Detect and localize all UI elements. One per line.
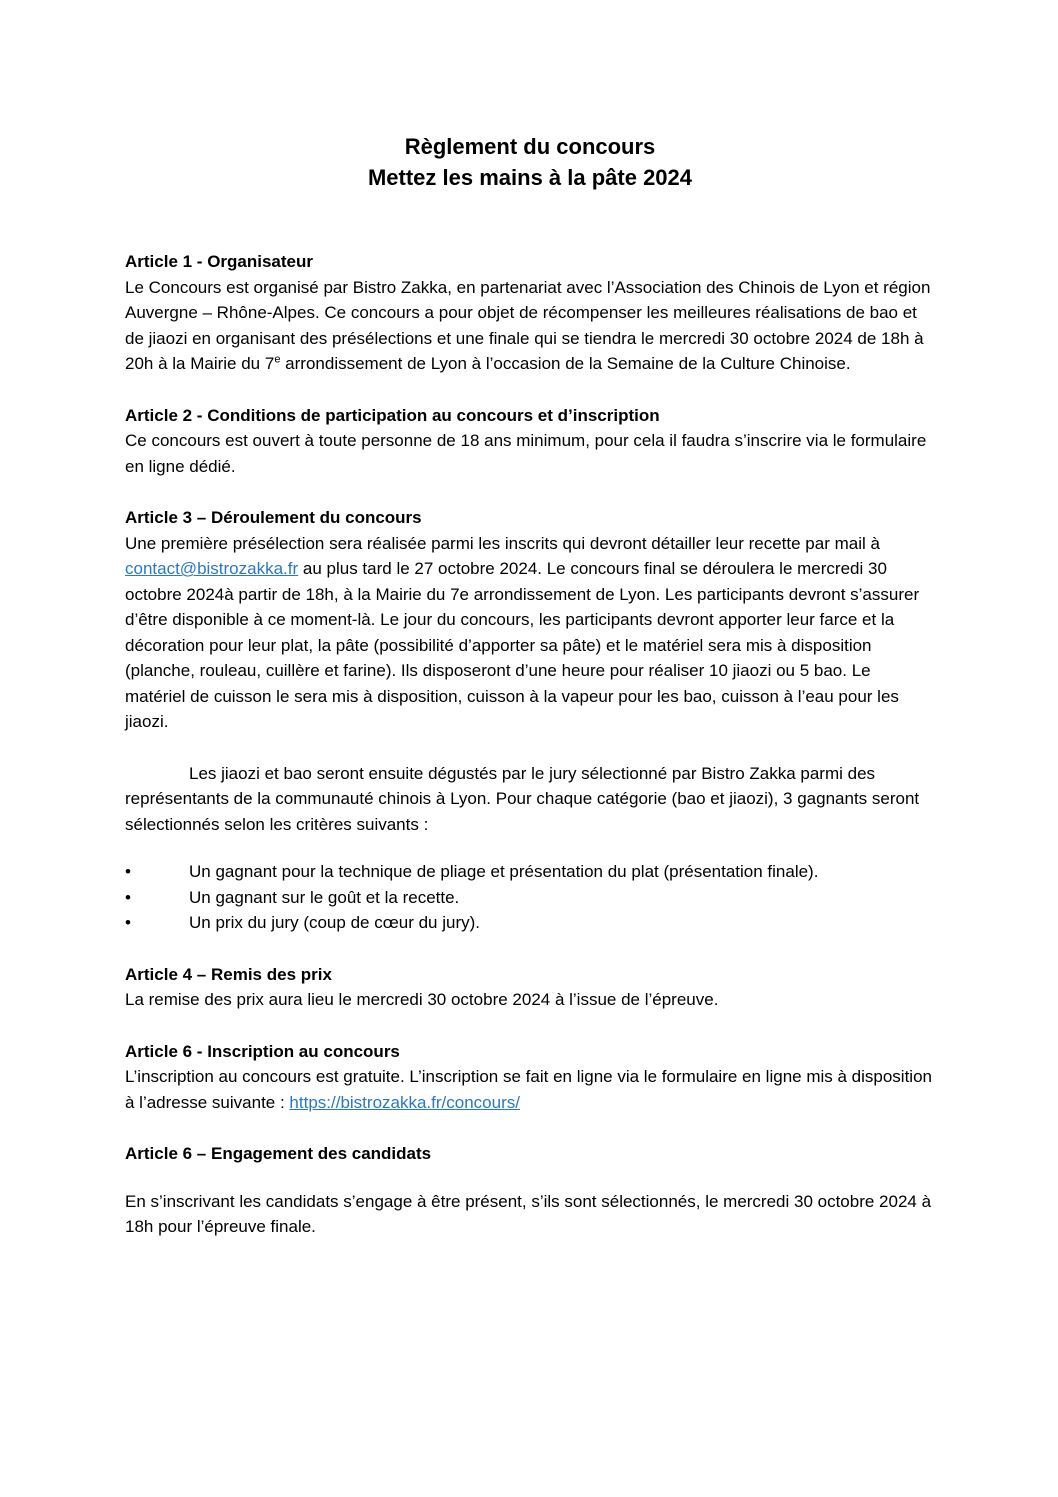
section-article-3 xyxy=(125,505,935,936)
list-item xyxy=(125,885,935,911)
article-3-heading: Article 3 – Déroulement du concours xyxy=(125,508,422,527)
article-1-body xyxy=(125,275,935,377)
title-line-2: Mettez les mains à la pâte 2024 xyxy=(367,165,693,190)
list-item xyxy=(125,859,935,885)
list-item xyxy=(125,910,935,936)
list-item-text: Un gagnant sur le goût et la recette. xyxy=(189,887,460,907)
article-6-inscription-body xyxy=(125,1064,935,1115)
ordinal-superscript: e xyxy=(274,353,281,366)
article-3-body xyxy=(125,531,935,735)
email-link[interactable]: contact@bistrozakka.fr xyxy=(125,559,299,578)
article-6-inscription-heading: Article 6 - Inscription au concours xyxy=(125,1041,400,1061)
article-1-text-before-superscript: Le Concours est organisé par Bistro Zakka, en partenariat avec l’Association des Chinois de Lyon et région Auvergne – Rhône-Alpes. Ce concours a pour objet de récompenser les meilleures réalisations de bao et de jiaozi en organisant des présélections et une finale qui se tiendra le mercredi 30 octobre 2024 de 18h à 20h à la Mairie du 7 xyxy=(125,277,931,373)
section-article-2 xyxy=(125,403,935,480)
bullet-icon: • xyxy=(125,913,131,932)
section-article-1 xyxy=(125,249,935,377)
article-4-body: La remise des prix aura lieu le mercredi 30 octobre 2024 à l’issue de l’épreuve. xyxy=(125,990,719,1009)
section-article-6-inscription xyxy=(125,1039,935,1116)
blank-line xyxy=(125,1167,935,1189)
list-item-text: Un prix du jury (coup de cœur du jury). xyxy=(189,913,480,932)
bullet-icon: • xyxy=(125,887,131,907)
article-6-engagement-heading: Article 6 – Engagement des candidats xyxy=(125,1144,432,1163)
article-3-text-before-link: Une première présélection sera réalisée parmi les inscrits qui devront détailler leur recette par mail à xyxy=(125,533,880,553)
article-3-text-after-link: au plus tard le 27 octobre 2024. Le concours final se déroulera le mercredi 30 octobre 2024à partir de 18h, à la Mairie du 7e arrondissement de Lyon. Les participants devront s’assurer d’être disponible à ce moment-là. Le jour du concours, les participants devront apporter leur farce et la décoration pour leur plat, la pâte (possibilité d’apporter sa pâte) et le matériel sera mis à disposition (planche, rouleau, cuillère et farine). Ils disposeront d’une heure pour réaliser 10 jiaozi ou 5 bao. Le matériel de cuisson le sera mis à disposition, cuisson à la vapeur pour les bao, cuisson à l’eau pour les jiaozi. xyxy=(125,559,920,731)
list-item-text: Un gagnant pour la technique de pliage et présentation du plat (présentation finale). xyxy=(189,862,819,881)
article-2-heading: Article 2 - Conditions de participation au concours et d’inscription xyxy=(125,405,660,425)
registration-url-link[interactable]: https://bistrozakka.fr/concours/ xyxy=(289,1092,520,1112)
criteria-bullet-list xyxy=(125,859,935,936)
inscription-text-before-link: L’inscription au concours est gratuite. L’inscription se fait en ligne via le formulaire en ligne mis à disposition à l’adresse suivante : xyxy=(125,1067,932,1112)
document-title xyxy=(125,131,935,193)
article-4-heading: Article 4 – Remis des prix xyxy=(125,964,332,984)
title-line-1: Règlement du concours xyxy=(404,134,656,159)
section-article-6-engagement xyxy=(125,1141,935,1240)
article-2-body: Ce concours est ouvert à toute personne de 18 ans minimum, pour cela il faudra s’inscrire via le formulaire en ligne dédié. xyxy=(125,431,927,476)
article-6-engagement-body: En s’inscrivant les candidats s’engage à être présent, s’ils sont sélectionnés, le mercredi 30 octobre 2024 à 18h pour l’épreuve finale. xyxy=(125,1191,932,1236)
section-article-4 xyxy=(125,962,935,1013)
article-1-text-after-superscript: arrondissement de Lyon à l’occasion de la Semaine de la Culture Chinoise. xyxy=(280,354,851,373)
article-1-heading: Article 1 - Organisateur xyxy=(125,252,314,271)
bullet-icon: • xyxy=(125,862,131,881)
jury-paragraph: Les jiaozi et bao seront ensuite dégustés par le jury sélectionné par Bistro Zakka parmi des représentants de la communauté chinois à Lyon. Pour chaque catégorie (bao et jiaozi), 3 gagnants seront sélectionnés selon les critères suivants : xyxy=(125,763,920,834)
